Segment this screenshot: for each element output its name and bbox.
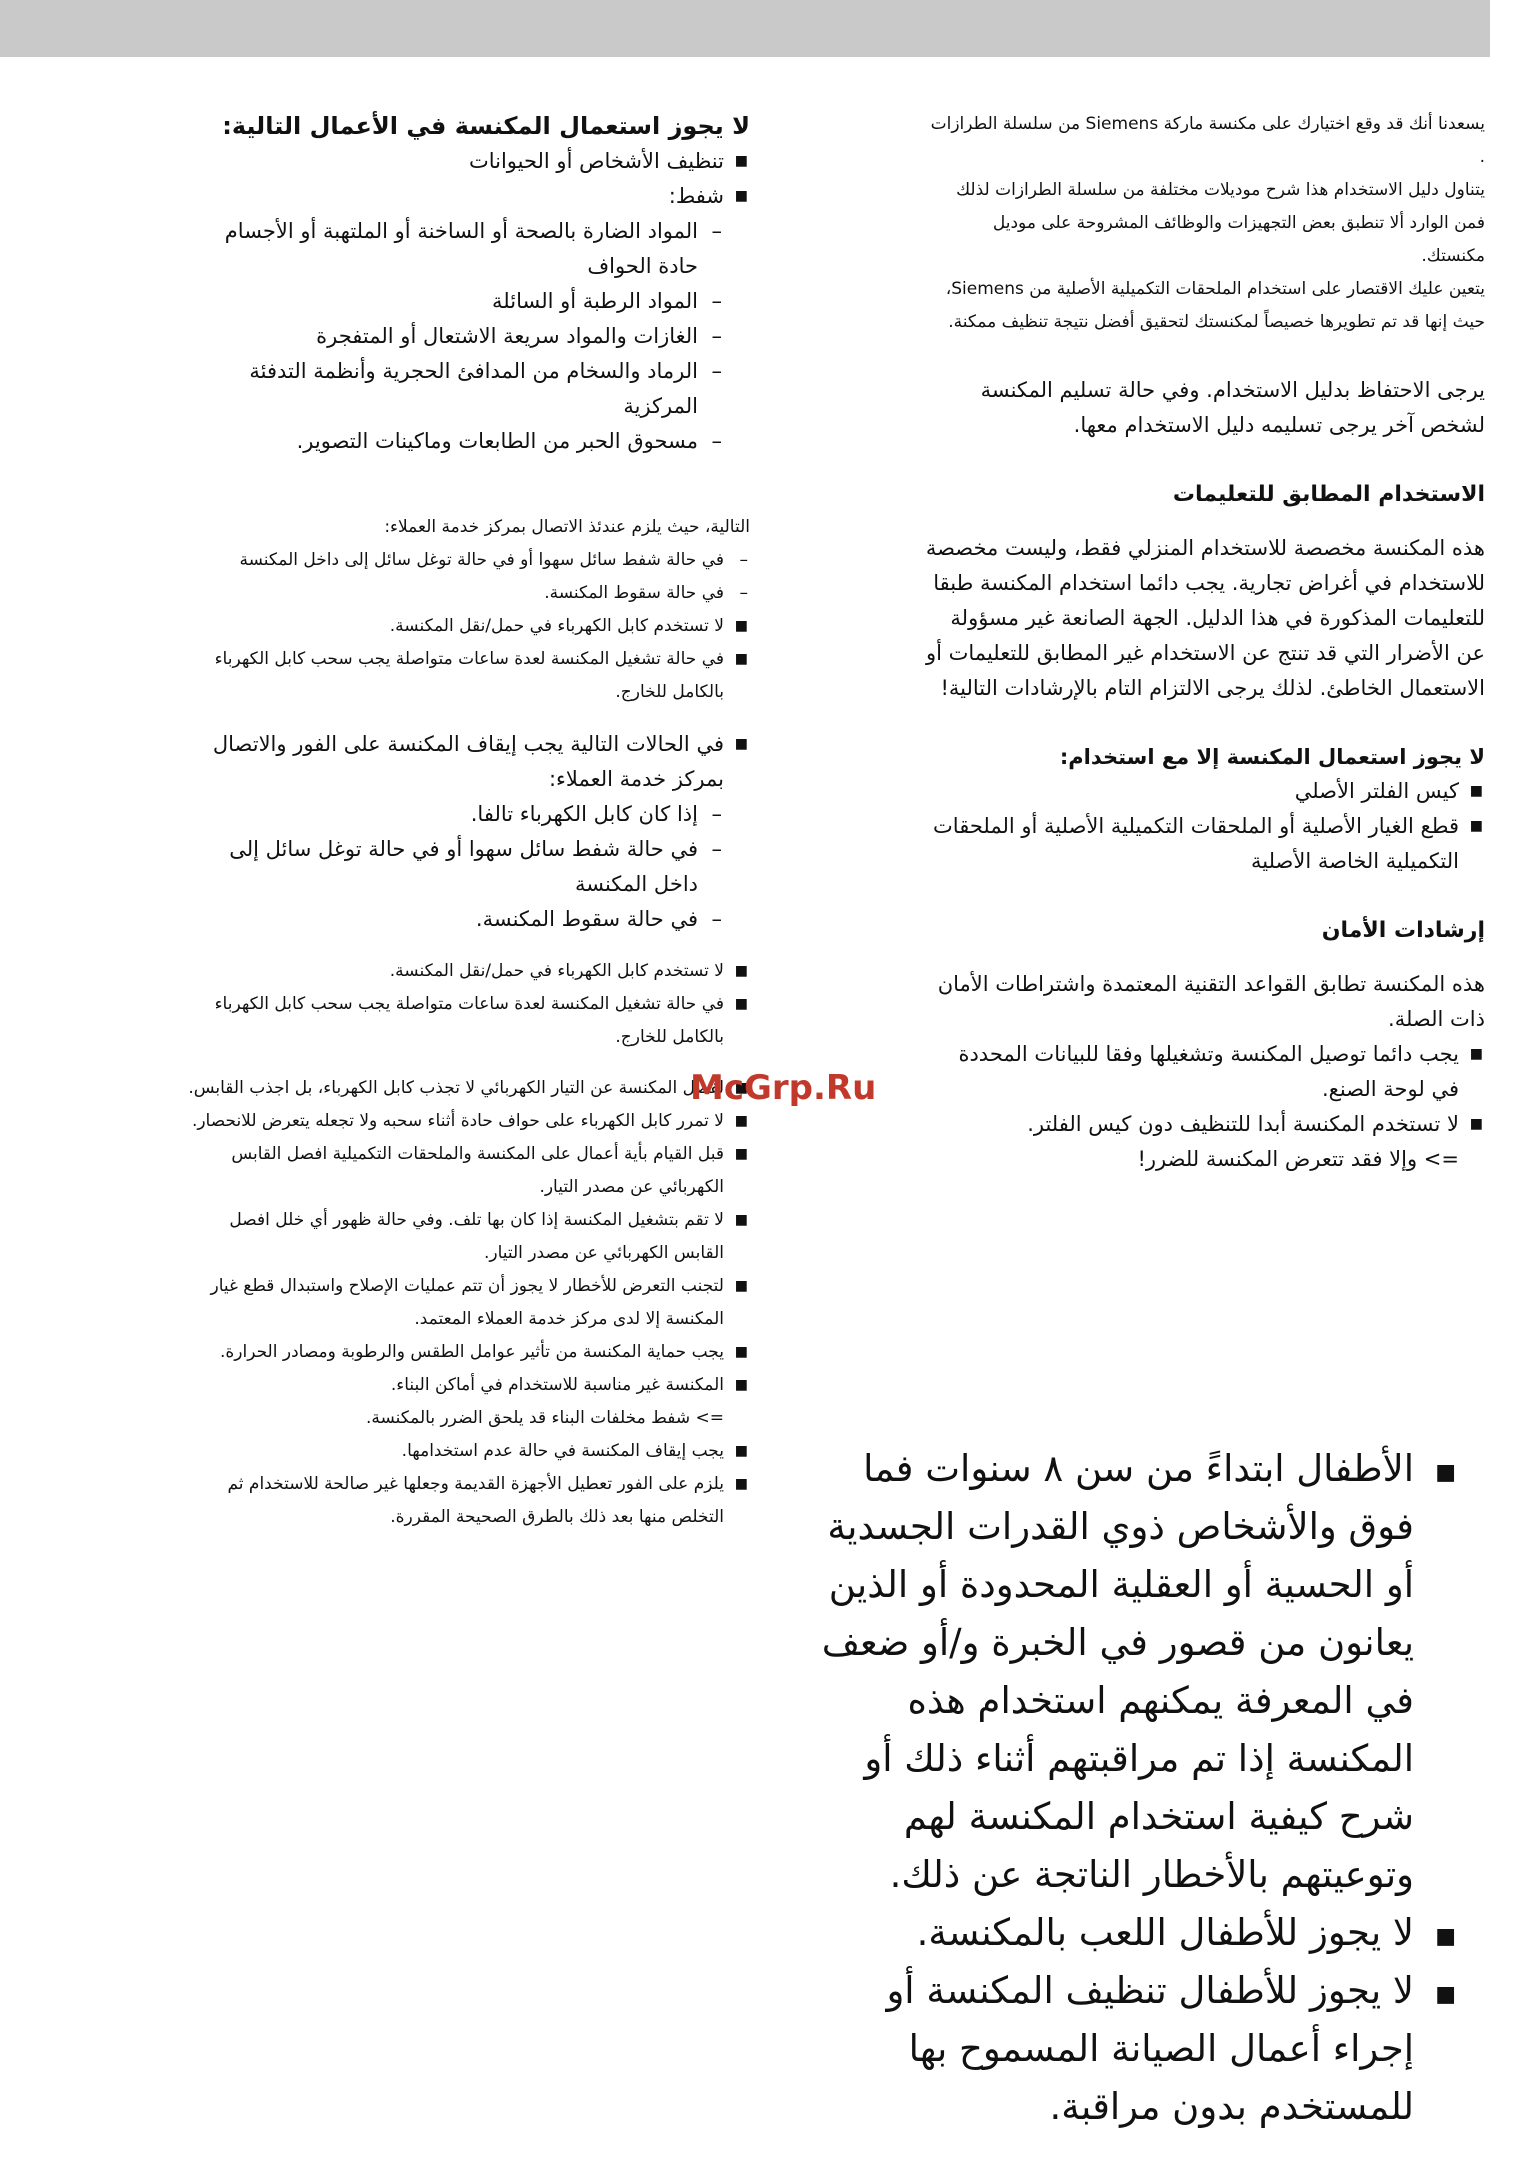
list-item: ■ قبل القيام بأية أعمال على المكنسة والملحقات التكميلية افصل القابس الكهربائي عن مصدر التيار. — [180, 1138, 750, 1204]
list-item: – مسحوق الحبر من الطابعات وماكينات التصوير. — [180, 424, 724, 459]
list-item: ■ شفط: — [180, 179, 750, 214]
list-item: ■ كيس الفلتر الأصلي — [925, 774, 1485, 809]
only-with-heading: لا يجوز استعمال المكنسة إلا مع استخدام: — [1059, 745, 1485, 769]
list-item: ■ يلزم على الفور تعطيل الأجهزة القديمة وجعلها غير صالحة للاستخدام ثم التخلص منها بعد ذلك بالطرق الصحيحة المقررة. — [180, 1468, 750, 1534]
list-item: – المواد الرطبة أو السائلة — [180, 284, 724, 319]
right-column — [925, 108, 1485, 1177]
list-item: – في حالة شفط سائل سهوا أو في حالة توغل سائل إلى داخل المكنسة — [180, 832, 724, 902]
proper-use-heading: الاستخدام المطابق للتعليمات — [1172, 482, 1485, 507]
children-warning-block — [820, 1440, 1460, 2136]
list-item: ■ لا تستخدم كابل الكهرباء في حمل/نقل المكنسة. — [180, 955, 750, 988]
list-item: – في حالة شفط سائل سهوا أو في حالة توغل سائل إلى داخل المكنسة — [180, 544, 750, 577]
safety-heading: إرشادات الأمان — [1321, 918, 1485, 943]
list-item: ■ لا تستخدم كابل الكهرباء في حمل/نقل المكنسة. — [180, 610, 750, 643]
children-warning-item: ■ لا يجوز للأطفال تنظيف المكنسة أو إجراء أعمال الصيانة المسموح بها للمستخدم بدون مراقبة. — [820, 1962, 1460, 2136]
not-use-list — [180, 144, 750, 214]
children-warning-item: ■ الأطفال ابتداءً من سن ٨ سنوات فما فوق والأشخاص ذوي القدرات الجسدية أو الحسية أو العقلية المحدودة أو الذين يعانون من قصور في الخبرة و/أو ضعف في المعرفة يمكنهم استخدام هذه المكنسة إذا تم مراقبتهم أثناء ذلك أو شرح كيفية استخدام المكنسة لهم وتوعيتهم بالأخطار الناتجة عن ذلك. — [820, 1440, 1460, 1904]
list-item: ■ لا تمرر كابل الكهرباء على حواف حادة أثناء سحبه ولا تجعله يتعرض للانحصار. — [180, 1105, 750, 1138]
safety-list — [925, 1037, 1485, 1142]
stop-list — [180, 727, 750, 797]
block2-intro: التالية، حيث يلزم عندئذ الاتصال بمركز خدمة العملاء: — [384, 517, 750, 537]
list-item: ■ المكنسة غير مناسبة للاستخدام في أماكن البناء. — [180, 1369, 750, 1402]
safety-text: هذه المكنسة تطابق القواعد التقنية المعتمدة واشتراطات الأمان ذات الصلة. — [937, 972, 1485, 1031]
list-item: ■ في حالة تشغيل المكنسة لعدة ساعات متواصلة يجب سحب كابل الكهرباء بالكامل للخارج. — [180, 643, 750, 709]
block3-bullet-list — [180, 955, 750, 1054]
only-with-list — [925, 774, 1485, 879]
list-item: ■ تنظيف الأشخاص أو الحيوانات — [180, 144, 750, 179]
proper-use-text: هذه المكنسة مخصصة للاستخدام المنزلي فقط، وليست مخصصة للاستخدام في أغراض تجارية. يجب دائما استخدام المكنسة طبقا للتعليمات المذكورة في هذا الدليل. الجهة الصانعة غير مسؤولة عن الأضرار التي قد تنتج عن الاستخدام غير المطابق للتعليمات أو الاستعمال الخاطئ. لذلك يرجى الالتزام التام بالإرشادات التالية! — [925, 536, 1485, 700]
list-item: ■ يجب حماية المكنسة من تأثير عوامل الطقس والرطوبة ومصادر الحرارة. — [180, 1336, 750, 1369]
list-item: – في حالة سقوط المكنسة. — [180, 577, 750, 610]
children-warning-item: ■ لا يجوز للأطفال اللعب بالمكنسة. — [820, 1904, 1460, 1962]
list-item: ■ لتجنب التعرض للأخطار لا يجوز أن تتم عمليات الإصلاح واستبدال قطع غيار المكنسة إلا لدى مركز خدمة العملاء المعتمد. — [180, 1270, 750, 1336]
intro-paragraph: يتعين عليك الاقتصار على استخدام الملحقات التكميلية الأصلية من Siemens، حيث إنها قد تم تطويرها خصيصاً لمكنستك لتحقيق أفضل نتيجة تنظيف ممكنة. — [945, 279, 1485, 332]
list-item: ■ يجب دائما توصيل المكنسة وتشغيلها وفقا للبيانات المحددة في لوحة الصنع. — [925, 1037, 1485, 1107]
list-item: ■ في حالة تشغيل المكنسة لعدة ساعات متواصلة يجب سحب كابل الكهرباء بالكامل للخارج. — [180, 988, 750, 1054]
intro-paragraph: يتناول دليل الاستخدام هذا شرح موديلات مختلفة من سلسلة الطرازات لذلك فمن الوارد ألا تنطبق بعض التجهيزات والوظائف المشروحة على موديل مكنستك. — [956, 180, 1485, 266]
intro-paragraph: يسعدنا أنك قد وقع اختيارك على مكنسة ماركة Siemens من سلسلة الطرازات . — [930, 114, 1485, 167]
safety-note: => وإلا فقد تتعرض المكنسة للضرر! — [1137, 1147, 1459, 1171]
list-item: – المواد الضارة بالصحة أو الساخنة أو الملتهبة أو الأجسام حادة الحواف — [180, 214, 724, 284]
list-item: – إذا كان كابل الكهرباء تالفا. — [180, 797, 724, 832]
final-bullet-list — [180, 1072, 750, 1402]
left-column — [180, 108, 750, 1534]
last-bullet-list — [180, 1435, 750, 1534]
block2-bullet-list — [180, 610, 750, 709]
list-item: ■ يجب إيقاف المكنسة في حالة عدم استخدامها. — [180, 1435, 750, 1468]
watermark-logo: McGrp.Ru — [690, 1068, 877, 1108]
list-item: – الغازات والمواد سريعة الاشتعال أو المتفجرة — [180, 319, 724, 354]
header-bar — [0, 0, 1490, 57]
not-use-heading: لا يجوز استعمال المكنسة في الأعمال التالية: — [222, 112, 750, 140]
list-item: ■ قطع الغيار الأصلية أو الملحقات التكميلية الأصلية أو الملحقات التكميلية الخاصة الأصلية — [925, 809, 1485, 879]
construction-note: => شفط مخلفات البناء قد يلحق الضرر بالمكنسة. — [365, 1408, 724, 1428]
list-item: – الرماد والسخام من المدافئ الحجرية وأنظمة التدفئة المركزية — [180, 354, 724, 424]
list-item: ■ لفصل المكنسة عن التيار الكهربائي لا تجذب كابل الكهرباء، بل اجذب القابس. — [180, 1072, 750, 1105]
stop-dash-list — [180, 797, 750, 937]
block2-dash-list — [180, 544, 750, 610]
list-item: – في حالة سقوط المكنسة. — [180, 902, 724, 937]
keep-manual-text: يرجى الاحتفاظ بدليل الاستخدام. وفي حالة تسليم المكنسة لشخص آخر يرجى تسليمه دليل الاستخدام معها. — [980, 378, 1485, 437]
list-item: ■ لا تستخدم المكنسة أبدا للتنظيف دون كيس الفلتر. — [925, 1107, 1485, 1142]
stop-heading: ■ في الحالات التالية يجب إيقاف المكنسة على الفور والاتصال بمركز خدمة العملاء: — [180, 727, 750, 797]
suction-sublist — [180, 214, 750, 459]
list-item: ■ لا تقم بتشغيل المكنسة إذا كان بها تلف. وفي حالة ظهور أي خلل افصل القابس الكهربائي عن مصدر التيار. — [180, 1204, 750, 1270]
